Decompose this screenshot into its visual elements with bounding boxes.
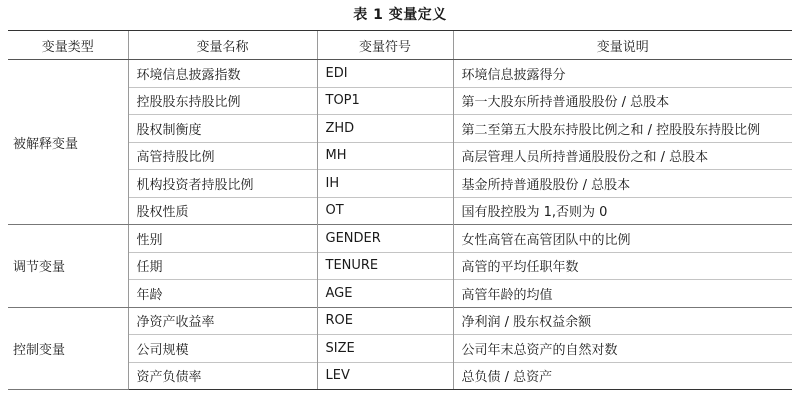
- variable-name-cell: 净资产收益率: [128, 307, 317, 335]
- variable-name-cell: 环境信息披露指数: [128, 60, 317, 88]
- variable-symbol-cell: AGE: [317, 280, 453, 308]
- variable-description-cell: 公司年末总资产的自然对数: [453, 335, 792, 363]
- variable-description-cell: 第一大股东所持普通股股份 / 总股本: [453, 87, 792, 115]
- variable-symbol-cell: TOP1: [317, 87, 453, 115]
- variable-symbol-cell: EDI: [317, 60, 453, 88]
- variable-symbol-cell: ZHD: [317, 115, 453, 143]
- variable-description-cell: 高层管理人员所持普通股股份之和 / 总股本: [453, 142, 792, 170]
- variable-name-cell: 高管持股比例: [128, 142, 317, 170]
- variable-description-cell: 高管的平均任职年数: [453, 252, 792, 280]
- header-variable-type: 变量类型: [8, 31, 128, 60]
- table-row: [8, 60, 792, 88]
- variable-name-cell: 任期: [128, 252, 317, 280]
- variable-type-cell: 控制变量: [8, 307, 128, 390]
- table-row: [8, 225, 792, 253]
- variable-symbol-cell: SIZE: [317, 335, 453, 363]
- variable-type-cell: 调节变量: [8, 225, 128, 308]
- variable-symbol-cell: TENURE: [317, 252, 453, 280]
- variable-name-cell: 股权制衡度: [128, 115, 317, 143]
- variable-name-cell: 资产负债率: [128, 362, 317, 390]
- variable-symbol-cell: GENDER: [317, 225, 453, 253]
- variable-symbol-cell: MH: [317, 142, 453, 170]
- variable-symbol-cell: ROE: [317, 307, 453, 335]
- variable-name-cell: 控股股东持股比例: [128, 87, 317, 115]
- variable-description-cell: 国有股控股为 1,否则为 0: [453, 197, 792, 225]
- variable-description-cell: 第二至第五大股东持股比例之和 / 控股股东持股比例: [453, 115, 792, 143]
- variable-description-cell: 基金所持普通股股份 / 总股本: [453, 170, 792, 198]
- variable-name-cell: 机构投资者持股比例: [128, 170, 317, 198]
- header-variable-symbol: 变量符号: [317, 31, 453, 60]
- variable-description-cell: 总负债 / 总资产: [453, 362, 792, 390]
- variable-description-cell: 净利润 / 股东权益余额: [453, 307, 792, 335]
- variable-name-cell: 股权性质: [128, 197, 317, 225]
- table-title: 表 1 变量定义: [353, 7, 447, 23]
- header-row: [8, 31, 792, 60]
- variable-name-cell: 性别: [128, 225, 317, 253]
- variable-symbol-cell: IH: [317, 170, 453, 198]
- table-row: [8, 307, 792, 335]
- variable-description-cell: 女性高管在高管团队中的比例: [453, 225, 792, 253]
- variable-symbol-cell: OT: [317, 197, 453, 225]
- variable-name-cell: 公司规模: [128, 335, 317, 363]
- variable-description-cell: 环境信息披露得分: [453, 60, 792, 88]
- variable-description-cell: 高管年龄的均值: [453, 280, 792, 308]
- variable-definition-table: [8, 30, 792, 390]
- variable-type-cell: 被解释变量: [8, 60, 128, 225]
- header-variable-name: 变量名称: [128, 31, 317, 60]
- variable-symbol-cell: LEV: [317, 362, 453, 390]
- header-variable-description: 变量说明: [453, 31, 792, 60]
- variable-name-cell: 年龄: [128, 280, 317, 308]
